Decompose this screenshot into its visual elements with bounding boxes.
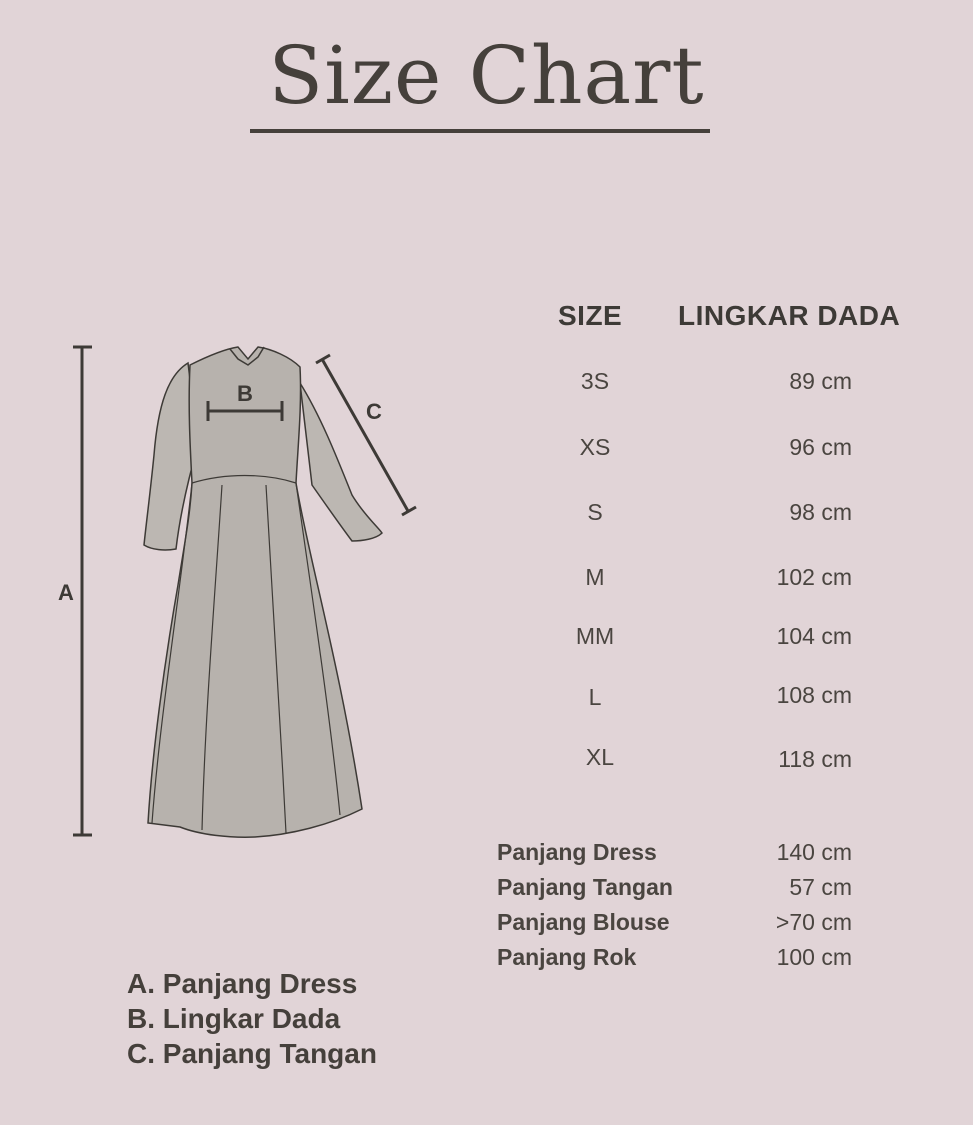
dimension-a-line: [73, 347, 92, 835]
size-cell: M: [585, 564, 605, 590]
chest-cell: 98 cm: [789, 499, 852, 525]
dress-illustration: [40, 335, 440, 855]
page-title: Size Chart: [268, 29, 705, 122]
size-cell: XL: [585, 744, 615, 770]
measurement-value: 100 cm: [776, 944, 852, 970]
measurement-value: >70 cm: [775, 909, 852, 935]
measurement-value: 140 cm: [776, 839, 852, 865]
dimension-c-label: C: [366, 399, 382, 424]
chest-cell: 108 cm: [776, 682, 852, 708]
size-cell: MM: [575, 623, 615, 649]
dimension-b-label: B: [237, 381, 253, 406]
legend-item-b: B. Lingkar Dada: [127, 1003, 341, 1034]
size-cell: XS: [579, 434, 611, 460]
dress-diagram: [40, 335, 440, 855]
title-underline: [250, 129, 710, 133]
dimension-a-label: A: [58, 580, 74, 605]
chest-cell: 96 cm: [789, 434, 852, 460]
chest-cell: 118 cm: [778, 746, 852, 772]
chest-cell: 102 cm: [776, 564, 852, 590]
measurement-label: Panjang Blouse: [497, 909, 670, 935]
measurement-label: Panjang Dress: [497, 839, 657, 865]
size-column-header: SIZE: [558, 300, 623, 331]
chest-column-header: LINGKAR DADA: [678, 300, 901, 331]
legend-item-a: A. Panjang Dress: [127, 968, 358, 999]
size-cell: S: [587, 499, 603, 525]
measurement-value: 57 cm: [789, 874, 852, 900]
size-cell: L: [588, 684, 602, 710]
legend-item-c: C. Panjang Tangan: [127, 1038, 377, 1069]
chest-cell: 104 cm: [776, 623, 852, 649]
size-cell: 3S: [580, 368, 610, 394]
measurement-label: Panjang Rok: [497, 944, 637, 970]
chest-cell: 89 cm: [789, 368, 852, 394]
measurement-label: Panjang Tangan: [497, 874, 673, 900]
